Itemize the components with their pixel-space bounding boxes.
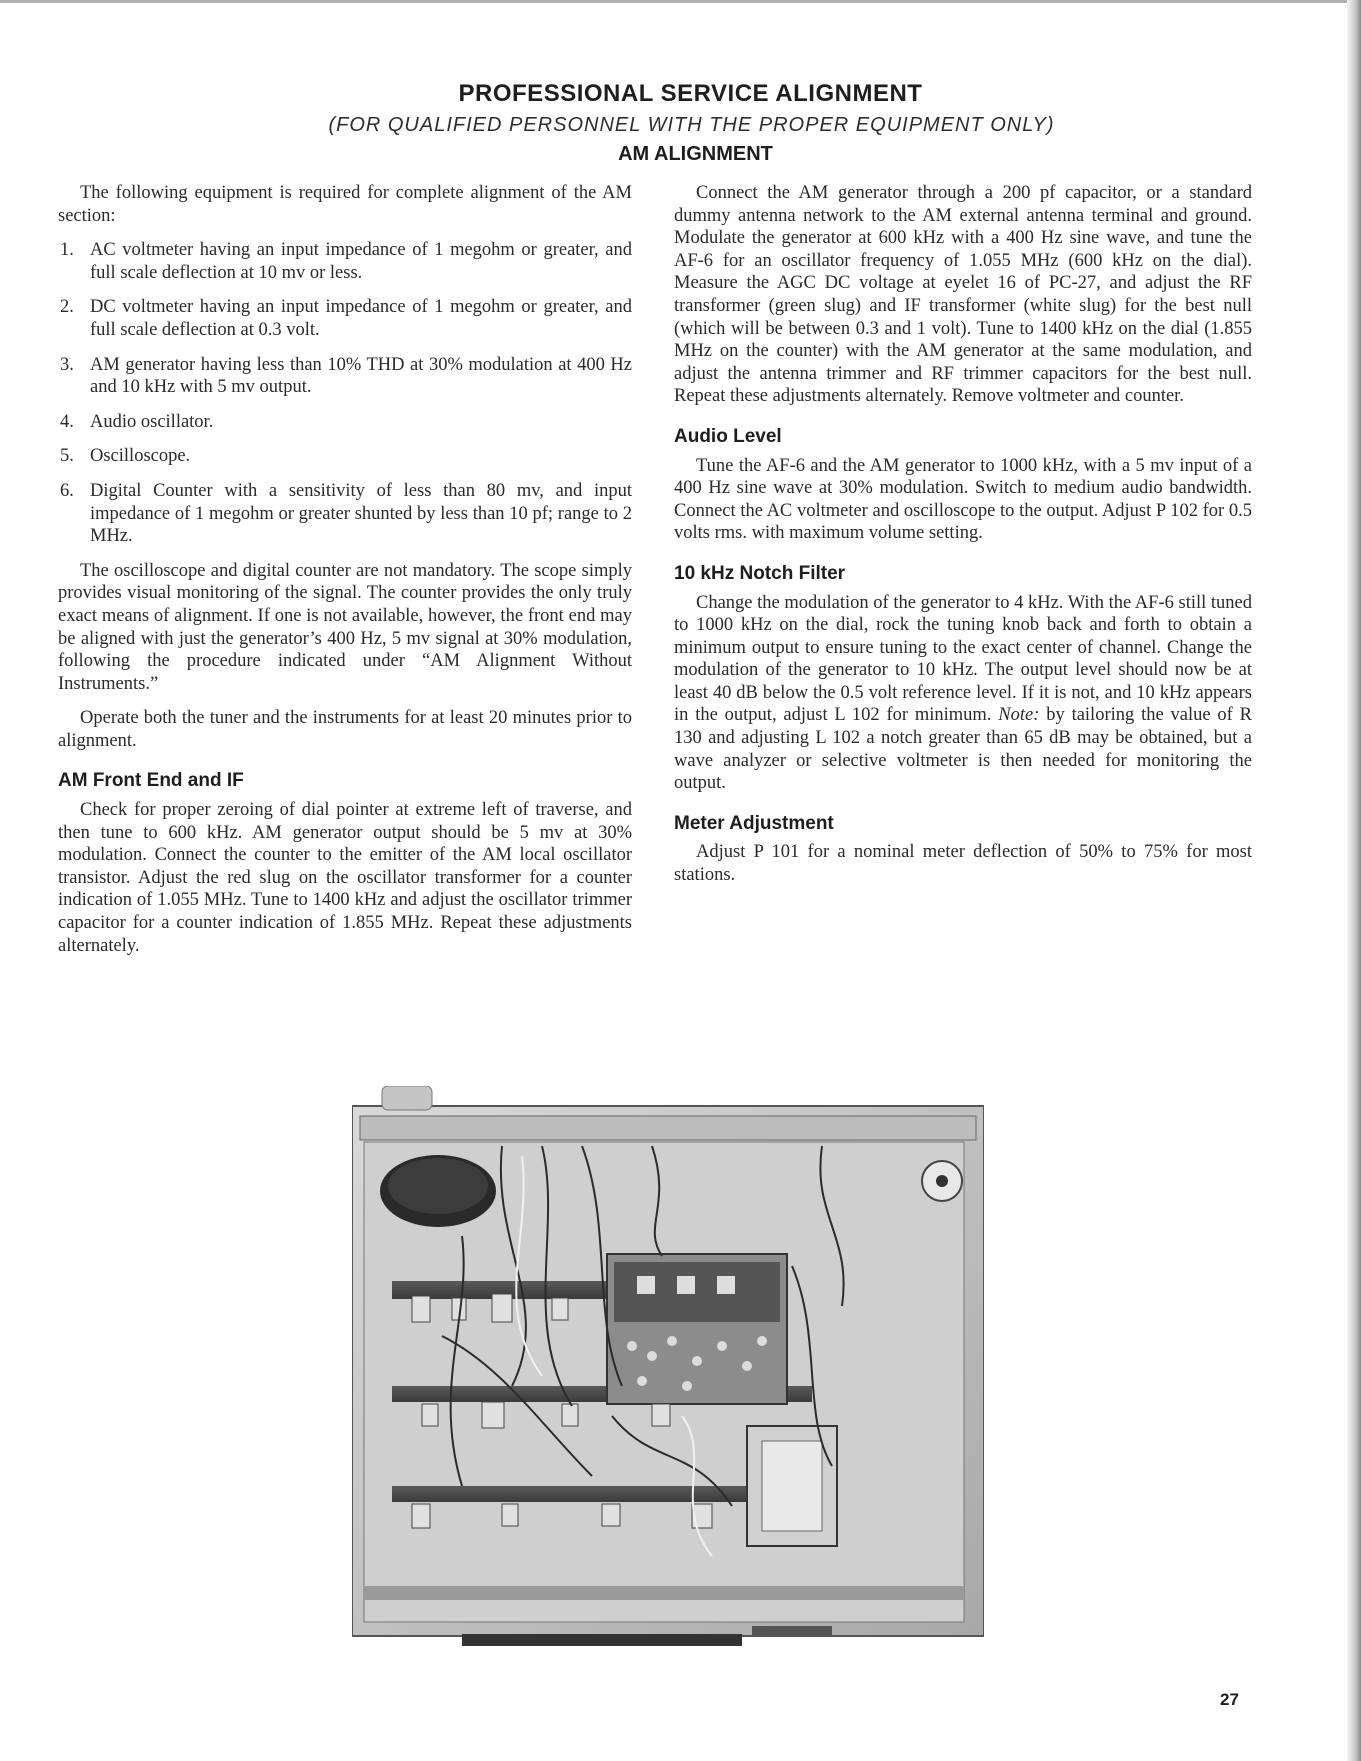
list-text: Audio oscillator. [90,411,214,432]
list-text: Oscilloscope. [90,446,191,467]
list-number: 4. [60,411,74,432]
list-text: AC voltmeter having an input impedance of 1 megohm or greater, and full scale deflection at 10 mv or less. [90,240,632,283]
meter-paragraph: Adjust P 101 for a nominal meter deflection of 50% to 75% for most stations. [674,842,1252,886]
top-rule [0,0,1361,3]
chassis-illustration [352,1086,984,1666]
list-number: 2. [60,297,74,318]
page-edge-shadow [1347,0,1361,1761]
intro-paragraph: The following equipment is required for complete alignment of the AM section: [58,183,632,226]
notch-text-a: Change the modulation of the generator to 4 kHz. With the AF-6 still tuned to 1000 kHz on the dial, rock the tuning knob back and forth to obtain a minimum output to ensure tuning to the exact center of channel. Change the modulation of the generator to 10 kHz. The output level should now be at least 40 dB below the 0.5 volt reference level. If it is not, and 10 kHz appears in the output, adjust L 102 for minimum. [674,592,1252,726]
scope-paragraph: The oscilloscope and digital counter are not mandatory. The scope simply provides visual monitoring of the signal. The counter provides the only truly exact means of alignment. If one is not available, however, the front end may be aligned with just the generator’s 400 Hz, 5 mv signal at 30% modulation, following the procedure indicated under “AM Alignment Without Instruments.” [58,560,632,694]
list-item [58,445,632,468]
heading-meter-adjustment: Meter Adjustment [674,812,834,834]
list-item [58,411,632,434]
notch-text-b: by tailoring the value of R 130 and adjusting L 102 a notch greater than 65 dB may be obtained, but a wave analyzer or selective voltmeter is then needed for monitoring the output. [674,705,1252,794]
section-title: AM ALIGNMENT [618,143,773,165]
notch-paragraph [674,592,1252,795]
left-column [58,182,632,969]
list-item [58,480,632,548]
list-item [58,239,632,284]
equipment-list [58,239,632,548]
connect-paragraph: Connect the AM generator through a 200 pf capacitor, or a standard dummy antenna network to the AM external antenna terminal and ground. Modulate the generator at 600 kHz with a 400 Hz sine wave, and tune the AF-6 for an oscillator frequency of 1.055 MHz (600 kHz on the dial). Measure the AGC DC voltage at eyelet 16 of PC-27, and adjust the RF transformer (green slug) and IF transformer (white slug) for the best null (which will be between 0.3 and 1 volt). Tune to 1400 kHz on the dial (1.855 MHz on the counter) with the AM generator at the same modulation, and adjust the antenna trimmer and RF trimmer capacitors for the best null. Repeat these adjustments alternately. Remove voltmeter and counter. [674,183,1252,407]
note-label: Note: [998,705,1040,726]
heading-notch-filter: 10 kHz Notch Filter [674,562,846,584]
page-title: PROFESSIONAL SERVICE ALIGNMENT [458,80,923,107]
heading-audio-level: Audio Level [674,425,782,447]
list-item [58,296,632,341]
page-header [0,80,1361,166]
list-number: 1. [60,240,74,261]
chassis-photo [352,1086,984,1666]
list-number: 5. [60,446,74,467]
list-number: 3. [60,354,74,375]
warmup-paragraph: Operate both the tuner and the instruments for at least 20 minutes prior to alignment. [58,708,632,751]
heading-front-end: AM Front End and IF [58,770,244,792]
page-subtitle: (FOR QUALIFIED PERSONNEL WITH THE PROPER EQUIPMENT ONLY) [328,114,1055,136]
list-item [58,354,632,399]
right-column [674,182,1252,899]
list-text: DC voltmeter having an input impedance of 1 megohm or greater, and full scale deflection at 0.3 volt. [90,297,632,340]
page-number: 27 [1220,1690,1239,1709]
audio-paragraph: Tune the AF-6 and the AM generator to 1000 kHz, with a 5 mv input of a 400 Hz sine wave at 30% modulation. Switch to medium audio bandwidth. Connect the AC voltmeter and oscilloscope to the output. Adjust P 102 for 0.5 volts rms. with maximum volume setting. [674,455,1252,544]
front-end-paragraph: Check for proper zeroing of dial pointer at extreme left of traverse, and then tune to 600 kHz. AM generator output should be 5 mv at 30% modulation. Connect the counter to the emitter of the AM local oscillator transistor. Adjust the red slug on the oscillator transformer for a counter indication of 1.055 MHz. Tune to 1400 kHz and adjust the oscillator trimmer capacitor for a counter indication of 1.855 MHz. Repeat these adjustments alternately. [58,800,632,956]
list-text: AM generator having less than 10% THD at 30% modulation at 400 Hz and 10 kHz with 5 mv output. [90,354,632,398]
list-text: Digital Counter with a sensitivity of less than 80 mv, and input impedance of 1 megohm or greater shunted by less than 10 pf; range to 2 MHz. [90,480,632,547]
list-number: 6. [60,480,74,501]
